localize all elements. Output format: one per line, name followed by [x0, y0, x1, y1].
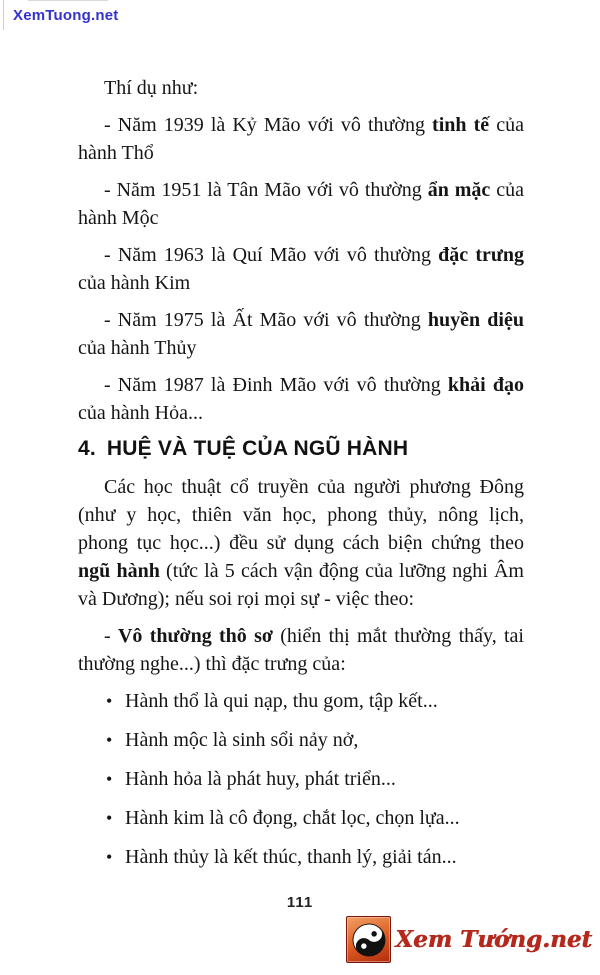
list-item-hanh-moc: • Hành mộc là sinh sổi nảy nở,	[78, 726, 524, 754]
list-item-hanh-tho: • Hành thổ là qui nạp, thu gom, tập kết...	[78, 687, 524, 715]
section-number: 4.	[78, 437, 96, 460]
yin-yang-icon	[346, 916, 391, 963]
example-paragraph-1939	[78, 111, 524, 167]
example-paragraph-1951	[78, 176, 524, 232]
list-item-hanh-kim: • Hành kim là cô đọng, chắt lọc, chọn lựa...	[78, 804, 524, 832]
example-paragraph-1963	[78, 241, 524, 297]
example-paragraph-1987	[78, 371, 524, 427]
paragraph-bold-term: ngũ hành	[78, 560, 160, 582]
scan-border-fragment-vertical	[3, 0, 4, 30]
list-item-hanh-hoa: • Hành hỏa là phát huy, phát triển...	[78, 765, 524, 793]
example-text: của hành Hỏa...	[78, 402, 203, 424]
book-page-content	[78, 74, 524, 882]
example-text: của hành Thổ	[78, 114, 525, 164]
footer-logo-text: Xem Tướng.net	[395, 926, 592, 953]
paragraph-text: (tức là 5 cách vận động của lưỡng nghi Âm và Dương); nếu soi rọi mọi sự - việc theo:	[78, 560, 524, 610]
example-bold-term: đặc trưng	[438, 244, 524, 266]
scan-border-fragment-horizontal	[28, 0, 108, 1]
example-text: của hành Mộc	[78, 179, 524, 229]
paragraph-text: (hiển thị mắt thường thấy, tai thường nghe...) thì đặc trưng của:	[78, 625, 524, 675]
example-text: - Năm 1963 là Quí Mão với vô thường	[104, 244, 439, 266]
example-text: - Năm 1987 là Đinh Mão với vô thường	[104, 374, 448, 396]
example-bold-term: khải đạo	[447, 374, 524, 396]
section-title: HUỆ VÀ TUỆ CỦA NGŨ HÀNH	[106, 437, 409, 460]
example-text: của hành Thủy	[78, 337, 197, 359]
page-number: 111	[286, 894, 314, 911]
paragraph-text: Các học thuật cổ truyền của người phương Đông (như y học, thiên văn học, phong thủy, nông lịch, phong tục học...) đều sử dụng cách biện chứng theo	[78, 476, 524, 554]
section-heading	[78, 436, 524, 461]
paragraph-bold-term: Vô thường thô sơ	[117, 625, 273, 647]
example-text: - Năm 1975 là Ất Mão với vô thường	[104, 309, 428, 331]
paragraph-nguhanh	[78, 473, 524, 613]
example-text: - Năm 1951 là Tân Mão với vô thường	[104, 179, 428, 201]
site-link[interactable]: XemTuong.net	[13, 7, 119, 24]
list-item-hanh-thuy: • Hành thủy là kết thúc, thanh lý, giải tán...	[78, 843, 524, 871]
example-bold-term: ẩn mặc	[427, 179, 491, 201]
example-text: của hành Kim	[78, 272, 191, 294]
bullet-list	[78, 687, 524, 871]
example-bold-term: tinh tế	[432, 114, 490, 136]
footer-logo[interactable]	[346, 916, 594, 963]
paragraph-text: -	[104, 625, 118, 647]
paragraph-vothuong	[78, 622, 524, 678]
example-bold-term: huyền diệu	[427, 309, 524, 331]
example-paragraph-1975	[78, 306, 524, 362]
example-text: - Năm 1939 là Kỷ Mão với vô thường	[104, 114, 433, 136]
intro-paragraph: Thí dụ như:	[104, 77, 199, 99]
